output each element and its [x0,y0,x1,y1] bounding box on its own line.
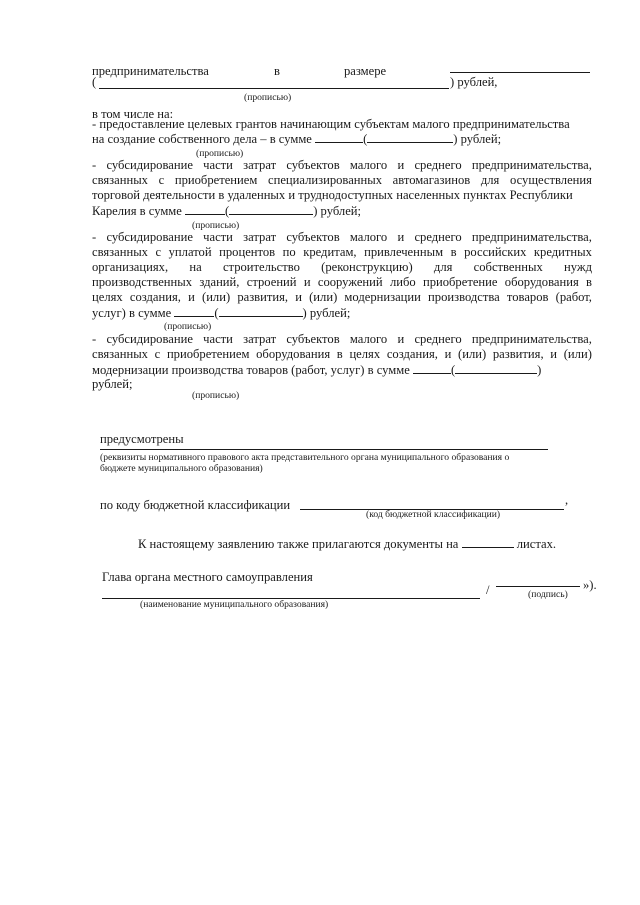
word: затрат [243,158,277,172]
grants-hint: (прописью) [196,148,244,159]
equipment-paren-open: ( [450,363,456,377]
word: производственных [92,275,193,289]
word: производства [428,290,500,304]
top-word-3: размере [344,64,387,78]
autoshops-line-4-start: Карелия в сумме [92,204,182,218]
equipment-line-1 [92,332,592,347]
equipment-amount-field[interactable] [413,362,451,374]
word: субсидирование [106,158,193,172]
word: и [303,275,311,289]
word: субсидирование [106,332,193,346]
equipment-line-3 [92,362,541,378]
bcc-comma: , [565,493,569,507]
word: субсидирование [106,230,193,244]
word: части [203,332,233,346]
word: части [203,158,233,172]
word: уплатой [168,245,212,259]
word: целях [92,290,123,304]
word: и [188,290,195,304]
word: модернизации [344,290,421,304]
top-word-1: предпринимательства [92,64,209,78]
top-line-2-end: ) рублей, [450,75,498,89]
word: российских [464,245,527,259]
word: собственных [473,260,543,274]
equipment-words-field[interactable] [455,362,537,374]
word: предпринимательства, [471,230,592,244]
grants-line-2 [92,131,501,147]
autoshops-words-field[interactable] [229,203,313,215]
word: - [92,230,97,244]
loans-line-2 [92,245,592,260]
word: и [397,332,405,346]
head-signature-hint: (подпись) [528,589,568,600]
word: развития, [492,347,544,361]
word: строительство [222,260,300,274]
grants-line-2-end: ) рублей; [453,132,502,146]
head-signature-field[interactable] [496,586,580,587]
word: предпринимательства, [471,332,592,346]
word: (или) [309,290,338,304]
equipment-hint: (прописью) [192,390,240,401]
autoshops-hint: (прописью) [192,220,240,231]
word: предпринимательства, [471,158,592,172]
word: с [155,245,162,259]
provided-label: предусмотрены [100,432,184,446]
loans-paren-open: ( [214,306,219,320]
provided-act-field[interactable] [100,449,548,450]
word: создания, [129,290,181,304]
word: зданий, [199,275,240,289]
word: затрат [243,230,277,244]
equipment-line-3-start: модернизации производства товаров (работ, услуг) в сумме [92,363,410,377]
word: кредитных [533,245,592,259]
equipment-line-3-end: ) [537,363,542,377]
word: (или) [458,347,487,361]
word: товаров [506,290,549,304]
word: с [154,347,161,361]
head-close: »). [583,578,597,592]
equipment-line-2 [92,347,592,362]
word: с [158,173,165,187]
top-words-hint: (прописью) [244,92,292,103]
word: и [397,230,405,244]
provided-hint-line-1: (реквизиты нормативного правового акта представительного органа муниципального образования о [100,452,510,463]
loans-line-4 [92,275,592,290]
word: оборудования [256,347,331,361]
word: целях [349,347,381,361]
word: и [397,158,405,172]
attach-text-end: листах. [516,537,557,551]
word: малого [349,230,388,244]
attach-sheets-field[interactable] [462,536,514,548]
word: малого [349,158,388,172]
autoshops-line-4 [92,203,361,219]
loans-hint: (прописью) [164,321,212,332]
loans-words-field[interactable] [219,305,303,317]
word: развития, [237,290,289,304]
word: для [480,173,500,187]
top-word-2: в [274,64,280,78]
top-line-2 [92,75,96,90]
word: связанных [92,245,148,259]
autoshops-line-4-end: ) рублей; [313,204,362,218]
word: и [295,290,302,304]
loans-line-6-end: ) рублей; [302,306,351,320]
word: (работ, [555,290,592,304]
word: (реконструкцию) [321,260,413,274]
word: приобретением [174,173,258,187]
word: сооружений [317,275,383,289]
loans-line-6 [92,305,350,321]
grants-line-1: - предоставление целевых грантов начинающим субъектам малого предпринимательства [92,117,570,131]
word: для [433,260,453,274]
autoshops-paren-open: ( [225,204,230,218]
word: в [586,275,592,289]
grants-paren-open: ( [363,132,368,146]
top-amount-field[interactable] [450,72,590,73]
word: процентов [219,245,276,259]
attach-text-start: К настоящему заявлению также прилагаются документы на [138,537,459,551]
word: организациях, [92,260,169,274]
word: приобретение [422,275,498,289]
word: части [203,230,233,244]
word: оборудования [504,275,579,289]
head-slash: / [486,583,490,597]
word: - [92,332,97,346]
grants-line-2-start: на создание собственного дела – в сумме [92,132,312,146]
attach-line [138,536,556,552]
word: привлеченным [364,245,444,259]
word: автомагазинов [392,173,471,187]
word: субъектов [286,332,340,346]
loans-line-6-start: услуг) в сумме [92,306,172,320]
word: и [444,347,452,361]
word: по [282,245,296,259]
word: среднего [414,332,462,346]
word: в [450,245,457,259]
grants-words-field[interactable] [367,131,453,143]
bcc-label: по коду бюджетной классификации [100,498,291,512]
word: строений [246,275,297,289]
autoshops-line-1 [92,158,592,173]
grants-amount-field[interactable] [315,131,363,143]
word: в [336,347,343,361]
word: (или) [563,347,592,361]
word: связанных [92,173,148,187]
word: нужд [564,260,592,274]
head-label: Глава органа местного самоуправления [102,570,313,584]
word: затрат [243,332,277,346]
head-municipality-hint: (наименование муниципального образования) [140,599,329,610]
loans-line-1 [92,230,592,245]
word: среднего [414,158,462,172]
top-paren-open: ( [92,75,97,89]
loans-amount-field[interactable] [174,305,214,317]
word: специализированных [267,173,383,187]
word: осуществления [510,173,592,187]
equipment-line-4: рублей; [92,377,133,391]
word: на [189,260,202,274]
word: субъектов [286,158,340,172]
loans-line-3 [92,260,592,275]
word: - [92,158,97,172]
bcc-hint: (код бюджетной классификации) [366,509,501,520]
autoshops-amount-field[interactable] [185,203,225,215]
including-label: в том числе на: [92,107,174,121]
top-words-field[interactable] [99,88,449,89]
word: (или) [202,290,231,304]
word: и [550,347,558,361]
word: связанных [92,347,148,361]
autoshops-line-2 [92,173,592,188]
word: создания, [386,347,438,361]
word: кредитам, [303,245,357,259]
word: приобретением [166,347,250,361]
autoshops-line-3: торговой деятельности в удаленных и труднодоступных населенных пунктах Республики [92,188,573,202]
word: среднего [414,230,462,244]
provided-hint-line-2: бюджете муниципального образования) [100,463,263,474]
loans-line-5 [92,290,592,305]
word: малого [349,332,388,346]
word: либо [389,275,416,289]
word: субъектов [286,230,340,244]
